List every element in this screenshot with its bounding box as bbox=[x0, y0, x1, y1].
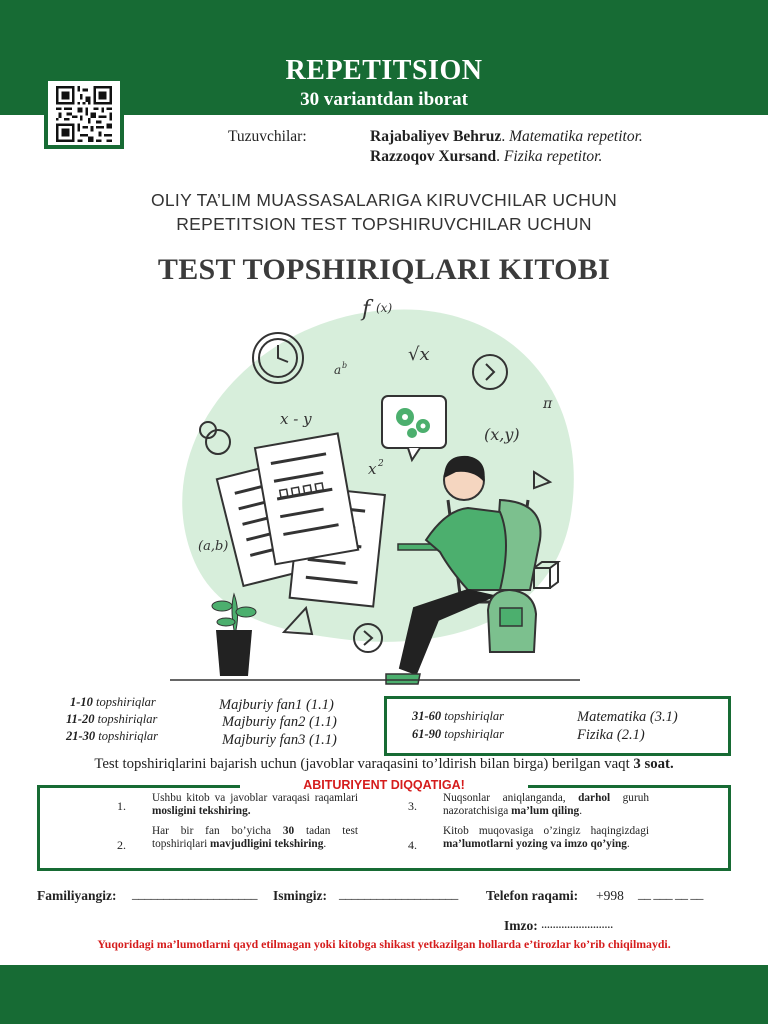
phone-prefix: +998 bbox=[596, 888, 624, 903]
author-1: Rajabaliyev Behruz. Matematika repetitor. bbox=[370, 128, 643, 145]
notice-item-4: Kitob muqovasiga o’zingiz haqingizdagi ma’lumotlarni yozing va imzo qo’ying. bbox=[443, 825, 649, 850]
page-title: REPETITSION bbox=[285, 55, 483, 86]
authors-label: Tuzuvchilar: bbox=[228, 128, 307, 145]
svg-text:a: a bbox=[334, 363, 342, 377]
notice-item-3: Nuqsonlar aniqlanganda, darhol guruh nazoratchisiga ma’lum qiling. bbox=[443, 792, 649, 817]
subject-3: Majburiy fan3 (1.1) bbox=[222, 732, 337, 748]
subject-4: Matematika (3.1) bbox=[577, 709, 678, 725]
page-subtitle: 30 variantdan iborat bbox=[300, 89, 468, 110]
svg-text:x - y: x - y bbox=[280, 410, 312, 428]
author-2: Razzoqov Xursand. Fizika repetitor. bbox=[370, 148, 603, 165]
subject-2: Majburiy fan2 (1.1) bbox=[222, 714, 337, 730]
svg-text:π: π bbox=[543, 396, 553, 412]
name-label: Ismingiz: bbox=[273, 888, 327, 903]
notice-number: 4. bbox=[408, 838, 417, 852]
svg-text:(x): (x) bbox=[376, 301, 393, 315]
svg-text:f: f bbox=[362, 297, 371, 322]
phone-field[interactable]: __ ___ __ __ bbox=[638, 886, 703, 901]
range-3: 21-30 topshiriqlar bbox=[66, 729, 159, 743]
surname-field[interactable]: ____________________ bbox=[132, 886, 257, 901]
warning-note: Yuqoridagi ma’lumotlarni qayd etilmagan yoki kitobga shikast yetkazilgan hollarda e’tirozlar ko’rib chiqilmaydi. bbox=[97, 937, 671, 951]
notice-item-2: Har bir fan bo’yicha 30 tadan test topshiriqlari mavjudligini tekshiring. bbox=[152, 825, 358, 850]
subject-1: Majburiy fan1 (1.1) bbox=[219, 697, 334, 713]
range-2: 11-20 topshiriqlar bbox=[66, 712, 158, 726]
surname-label: Familiyangiz: bbox=[37, 888, 117, 903]
heading-line-1: OLIY TA’LIM MUASSASALARIGA KIRUVCHILAR UCHUN bbox=[150, 190, 618, 210]
notice-title: ABITURIYENT DIQQATIGA! bbox=[240, 778, 528, 792]
name-field[interactable]: ___________________ bbox=[339, 886, 458, 901]
signature-field[interactable]: ......................... bbox=[541, 916, 613, 931]
notice-number: 2. bbox=[117, 838, 126, 852]
signature-label: Imzo: bbox=[504, 918, 538, 933]
svg-text:(a,b): (a,b) bbox=[198, 539, 229, 554]
svg-text:2: 2 bbox=[378, 459, 384, 469]
author-name: Rajabaliyev Behruz bbox=[370, 128, 502, 145]
svg-text:b: b bbox=[342, 361, 348, 370]
range-5: 61-90 topshiriqlar bbox=[412, 727, 505, 741]
heading-line-2: REPETITSION TEST TOPSHIRUVCHILAR UCHUN bbox=[176, 214, 592, 234]
svg-text:x: x bbox=[368, 460, 377, 478]
svg-text:√x: √x bbox=[408, 344, 430, 365]
svg-text:(x,y): (x,y) bbox=[484, 425, 520, 444]
author-role: Matematika repetitor. bbox=[509, 128, 643, 145]
notice-number: 3. bbox=[408, 799, 417, 813]
subject-5: Fizika (2.1) bbox=[577, 727, 645, 743]
student-illustration bbox=[150, 290, 600, 690]
specialty-box bbox=[384, 696, 731, 756]
book-title: TEST TOPSHIRIQLARI KITOBI bbox=[157, 253, 611, 286]
range-4: 31-60 topshiriqlar bbox=[412, 709, 505, 723]
author-role: Fizika repetitor. bbox=[503, 148, 603, 165]
notice-item-1: Ushbu kitob va javoblar varaqasi raqamlari mosligini tekshiring. bbox=[152, 792, 358, 817]
time-note: Test topshiriqlarini bajarish uchun (javoblar varaqasini to’ldirish bilan birga) berilgan vaqt 3 soat. bbox=[94, 756, 674, 772]
footer-band bbox=[0, 965, 768, 1024]
range-1: 1-10 topshiriqlar bbox=[70, 695, 156, 709]
notice-number: 1. bbox=[117, 799, 126, 813]
qr-code bbox=[44, 77, 124, 149]
author-name: Razzoqov Xursand bbox=[370, 148, 497, 165]
phone-label: Telefon raqami: bbox=[486, 888, 579, 903]
